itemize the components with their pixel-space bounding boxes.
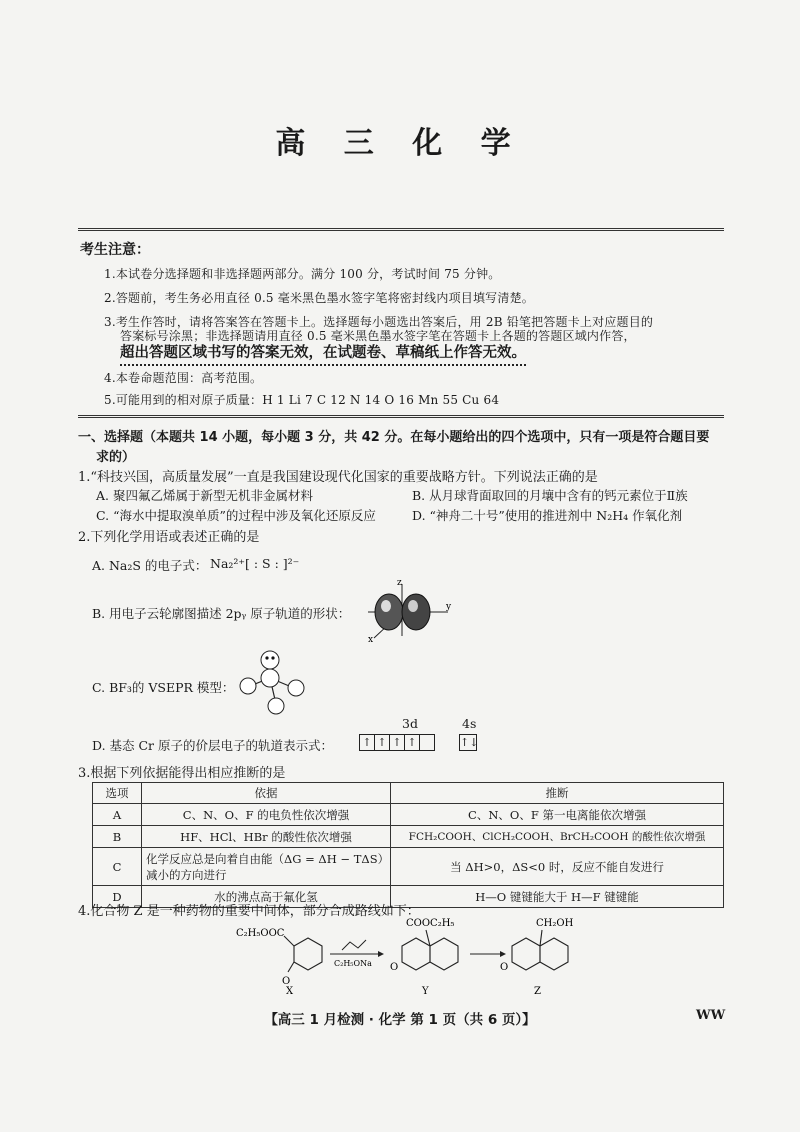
z-oxygen-label: O <box>500 962 509 973</box>
q1-option-b: B. 从月球背面取回的月壤中含有的钙元素位于Ⅱ族 <box>412 488 688 503</box>
q4-stem: 4.化合物 Z 是一种药物的重要中间体，部分合成路线如下： <box>78 904 420 919</box>
x-substituent-label: C₂H₅OOC <box>236 928 285 939</box>
ligand-atom-left <box>240 678 256 694</box>
ring-x <box>294 938 322 970</box>
table-cell-basis: C、N、O、F 的电负性依次增强 <box>142 804 391 826</box>
notice-item-3b: 答案标号涂黑；非选择题请用直径 0.5 毫米黑色墨水签字笔在答题卡上各题的答题区域内作答， <box>120 329 636 343</box>
orbital-lobe-right <box>402 594 430 630</box>
notice-item-4: 4.本卷命题范围：高考范围。 <box>104 371 263 385</box>
notice-item-2: 2.答题前，考生务必用直径 0.5 毫米黑色墨水签字笔将密封线内项目填写清楚。 <box>104 291 534 305</box>
table-header-inference: 推断 <box>391 783 724 804</box>
y-oxygen-label: O <box>390 962 399 973</box>
table-cell-option: D <box>93 886 142 908</box>
q1-option-d: D. “神舟二十号”使用的推进剂中 N₂H₄ 作氧化剂 <box>412 508 683 523</box>
orbital-4s-box: ↑↓ <box>460 736 479 749</box>
orbital-3d-box: ↑ <box>374 734 390 751</box>
section1-heading: 一、选择题（本题共 14 小题，每小题 3 分，共 42 分。在每小题给出的四个选项中，只有一项是符合题目要 <box>78 430 710 445</box>
table-row <box>93 804 724 826</box>
q2-option-a: A. Na₂S 的电子式： <box>92 558 208 573</box>
table-cell-inference: 当 ΔH>0，ΔS<0 时，反应不能自发进行 <box>391 848 724 886</box>
q1-option-c: C. “海水中提取溴单质”的过程中涉及氧化还原反应 <box>96 508 376 523</box>
table-cell-inference: C、N、O、F 第一电离能依次增强 <box>391 804 724 826</box>
axis-label-y: y <box>446 602 452 612</box>
y-substituent-label: COOC₂H₅ <box>406 918 455 929</box>
q3-stem: 3.根据下列依据能得出相应推断的是 <box>78 766 286 781</box>
ring-y-left <box>402 938 430 970</box>
orbital-3d-boxes <box>360 734 435 751</box>
table-cell-option: A <box>93 804 142 826</box>
page-footer: 【高三 1 月检测 · 化学 第 1 页（共 6 页）】 <box>264 1012 536 1028</box>
table-row <box>93 826 724 848</box>
ring-z-right <box>540 938 568 970</box>
lone-pair-domain <box>261 651 279 669</box>
page-title: 高 三 化 学 <box>275 126 525 161</box>
orbital-3d-box <box>419 734 435 751</box>
orbital-lobe-left <box>375 594 403 630</box>
label-x: X <box>286 986 294 996</box>
table-header-basis: 依据 <box>142 783 391 804</box>
lobe-highlight-left <box>381 600 391 612</box>
table-cell-basis: 水的沸点高于氟化氢 <box>142 886 391 908</box>
notice-item-5: 5.可能用到的相对原子质量：H 1 Li 7 C 12 N 14 O 16 Mn 55 Cu 64 <box>104 393 500 407</box>
table-row <box>93 848 724 886</box>
bond-x-ester <box>284 936 294 946</box>
label-y: Y <box>422 986 429 996</box>
orbital-3d-box: ↑ <box>389 734 405 751</box>
q2-stem: 2.下列化学用语或表述正确的是 <box>78 530 260 545</box>
ligand-atom-bottom <box>268 698 284 714</box>
table-cell-option: B <box>93 826 142 848</box>
orbital-3d-box: ↑ <box>359 734 375 751</box>
synthesis-route-diagram <box>230 914 590 996</box>
central-atom <box>261 669 279 687</box>
orbital-label-4s: 4s <box>462 716 477 731</box>
q2-a-electron-formula: Na₂²⁺[ : S : ]²⁻ <box>210 556 300 571</box>
bond-x-carbonyl <box>288 962 294 972</box>
table-header-option: 选项 <box>93 783 142 804</box>
p-orbital-diagram <box>364 576 454 646</box>
notice-heading: 考生注意： <box>80 242 150 258</box>
lone-pair-dot-1 <box>265 656 268 659</box>
notice-item-3c: 超出答题区域书写的答案无效，在试题卷、草稿纸上作答无效。 <box>120 341 526 366</box>
lone-pair-dot-2 <box>271 656 274 659</box>
orbital-3d-box: ↑ <box>404 734 420 751</box>
table-cell-inference: H—O 键键能大于 H—F 键键能 <box>391 886 724 908</box>
arrowhead-1 <box>378 951 384 957</box>
ring-y-right <box>430 938 458 970</box>
section1-heading-cont: 求的） <box>96 450 136 465</box>
table-cell-inference: FCH₂COOH、ClCH₂COOH、BrCH₂COOH 的酸性依次增强 <box>391 826 724 848</box>
footer-code: WW <box>696 1008 726 1023</box>
vsepr-model-diagram <box>236 648 326 718</box>
q2-option-b: B. 用电子云轮廓图描述 2pᵧ 原子轨道的形状： <box>92 606 351 621</box>
axis-label-z: z <box>397 578 402 588</box>
z-substituent-label: CH₂OH <box>536 918 574 929</box>
reagent-label: C₂H₅ONa <box>334 959 372 968</box>
q3-table <box>92 782 724 908</box>
x-oxygen-label: O <box>282 976 291 987</box>
q1-stem: 1.“科技兴国，高质量发展”一直是我国建设现代化国家的重要战略方针。下列说法正确的是 <box>78 470 598 485</box>
orbital-label-3d: 3d <box>402 716 418 731</box>
ligand-atom-right <box>288 680 304 696</box>
notice-box <box>78 228 724 418</box>
table-cell-option: C <box>93 848 142 886</box>
table-cell-basis: 化学反应总是向着自由能（ΔG = ΔH − TΔS）减小的方向进行 <box>142 848 391 886</box>
orbital-4s-boxes <box>460 734 477 751</box>
arrowhead-2 <box>500 951 506 957</box>
reagent-structure <box>342 940 366 950</box>
label-z: Z <box>534 986 541 996</box>
ring-z-left <box>512 938 540 970</box>
axis-label-x: x <box>368 635 374 645</box>
notice-item-3a: 3.考生作答时，请将答案答在答题卡上。选择题每小题选出答案后，用 2B 铅笔把答题卡上对应题目的 <box>104 315 654 329</box>
q2-option-c: C. BF₃的 VSEPR 模型： <box>92 680 235 695</box>
q1-option-a: A. 聚四氟乙烯属于新型无机非金属材料 <box>96 488 313 503</box>
q2-option-d: D. 基态 Cr 原子的价层电子的轨道表示式： <box>92 738 334 753</box>
table-header-row <box>93 783 724 804</box>
bond-z-hydroxymethyl <box>540 930 542 946</box>
lobe-highlight-right <box>408 600 418 612</box>
table-cell-basis: HF、HCl、HBr 的酸性依次增强 <box>142 826 391 848</box>
notice-item-1: 1.本试卷分选择题和非选择题两部分。满分 100 分，考试时间 75 分钟。 <box>104 267 501 281</box>
